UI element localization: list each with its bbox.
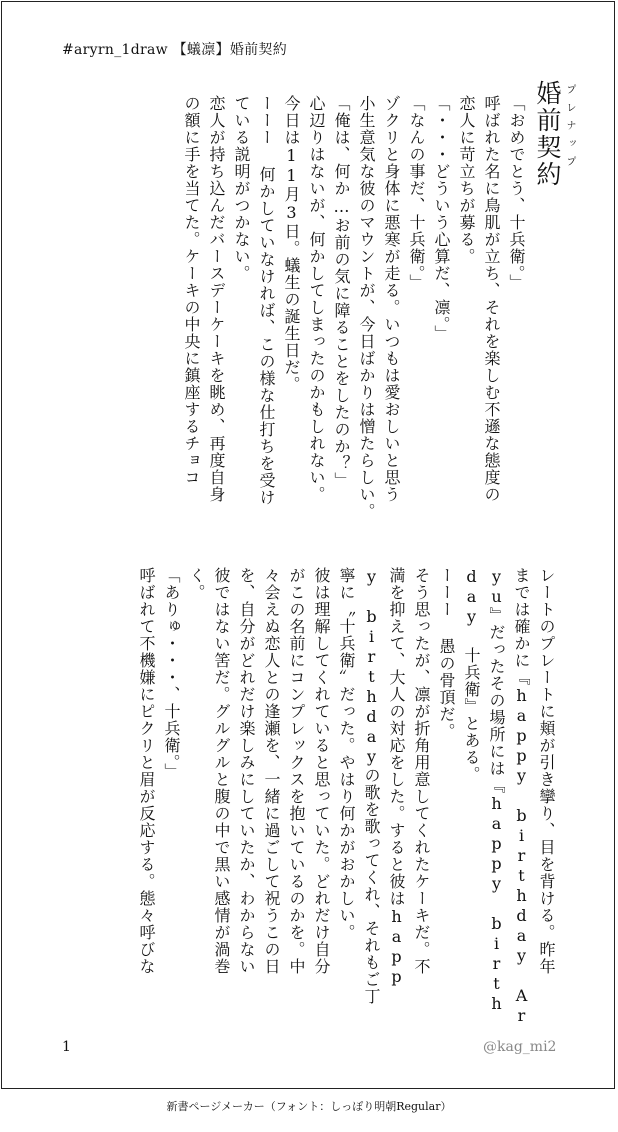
text-block-top: 「おめでとう、十兵衛。」 呼ばれた名に鳥肌が立ち、それを楽しむ不遜な態度の 恋人に苛立ちが募る。 「・・・どういう心算だ、凛。」 「なんの事だ、十兵衛。」 ゾクリと身体に悪寒が走る。いつもは愛おしいと思う 小生意気な彼のマウントが、今日ばかりは憎たらしい。 「俺は、何か…お前の気に障ることをしたのか？」 心辺りはないが、何かしてしまったのかもしれない。 今日は11月3日。蟻生の誕生日だ。 ーーー 何かしていなければ、この様な仕打ちを受け ている説明がつかない。 恋人が持ち込んだバースデーケーキを眺め、再度自身 の額に手を当てた。ケーキの中央に鎮座するチョコ xyxy=(182,95,526,520)
title-block xyxy=(532,80,575,188)
page-number: 1 xyxy=(62,1039,71,1055)
book-page xyxy=(1,1,615,1089)
author-credit: @kag_mi2 xyxy=(483,1039,557,1055)
page-title: 婚前契約 xyxy=(533,80,562,188)
text-block-bottom: レートのプレートに頬が引き攣り、目を背ける。昨年 までは確かに『happy birthday Ar yu』だったその場所には『happy birth day 十兵衛』とある。 ーーー 愚の骨頂だ。 そう思ったが、凛が折角用意してくれたケーキだ。不 満を抑えて、大人の対応をした。すると彼はhapp y birthdayの歌を歌ってくれ、それもご丁 寧に〝十兵衛〟だった。やはり何かがおかしい。 彼は理解してくれていると思っていた。どれだけ自分 がこの名前にコンプレックスを抱いているのかを。中 々会えぬ恋人との逢瀬を、一緒に過ごして祝うこの日 を、自分がどれだけ楽しみにしていたか、わからない 彼ではない筈だ。グルグルと腹の中で黒い感情が渦巻 く。 「ありゅ・・・、十兵衛。」 呼ばれて不機嫌にピクリと眉が反応する。態々呼びな xyxy=(137,567,556,1026)
title-ruby: プレナップ xyxy=(564,84,575,174)
generator-credit: 新書ページメーカー（フォント：しっぽり明朝Regular） xyxy=(166,1100,452,1113)
page-header: #aryrn_1draw 【蟻凛】婚前契約 xyxy=(62,42,288,58)
